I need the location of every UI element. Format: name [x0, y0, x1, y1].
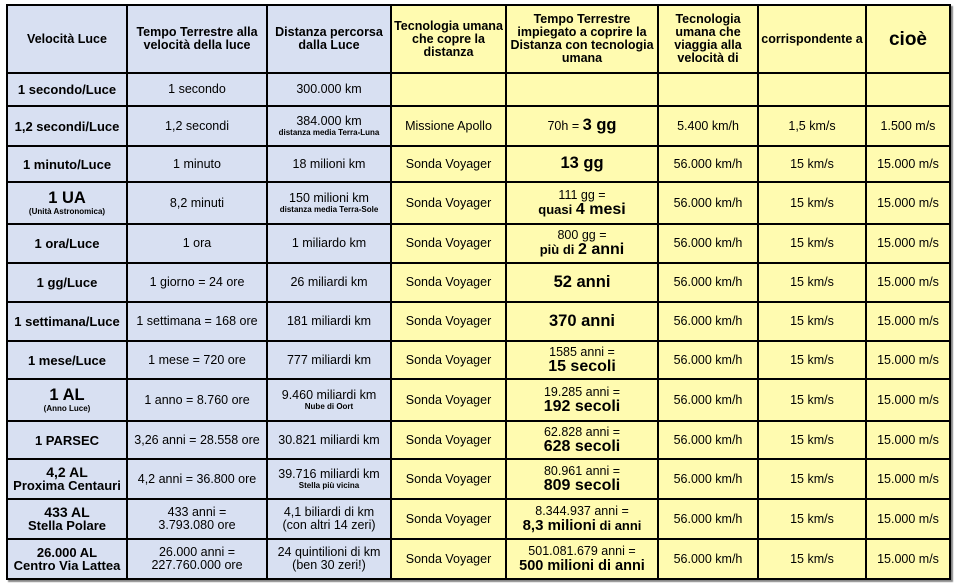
- distance-note: distanza media Terra-Luna: [278, 128, 380, 137]
- light-time-line2: 227.760.000 ore: [151, 558, 243, 572]
- distance-line2: (con altri 14 zeri): [282, 518, 376, 532]
- row-head: [7, 182, 127, 224]
- speed-ms: 15.000 m/s: [866, 341, 950, 379]
- speed-kmh: 56.000 km/h: [658, 539, 758, 579]
- speed-kms: 15 km/s: [758, 146, 866, 182]
- human-time-highlight: 15 secoli: [548, 357, 616, 375]
- speed-ms: 15.000 m/s: [866, 263, 950, 302]
- distance-value: 150 milioni km: [289, 191, 369, 205]
- light-distance: 777 miliardi km: [267, 341, 391, 379]
- speed-kmh: 56.000 km/h: [658, 224, 758, 263]
- light-distance: 26 miliardi km: [267, 263, 391, 302]
- speed-ms: 15.000 m/s: [866, 224, 950, 263]
- human-time-line1: 80.961 anni =: [543, 463, 621, 478]
- technology: Sonda Voyager: [391, 146, 506, 182]
- light-time: 4,2 anni = 36.800 ore: [127, 459, 267, 499]
- distance-value: 9.460 miliardi km: [281, 388, 377, 402]
- human-time-highlight: 13 gg: [560, 154, 604, 172]
- human-time-highlight: 52 anni: [553, 272, 611, 291]
- row-head: 1 settimana/Luce: [7, 302, 127, 341]
- technology: Sonda Voyager: [391, 499, 506, 539]
- human-time-line1: 800 gg =: [557, 228, 607, 242]
- light-time: 8,2 minuti: [127, 182, 267, 224]
- speed-kmh: 56.000 km/h: [658, 302, 758, 341]
- row-head: 1 minuto/Luce: [7, 146, 127, 182]
- light-time: 1 ora: [127, 224, 267, 263]
- light-distance: [267, 459, 391, 499]
- row-head-subtitle: Stella Polare: [27, 518, 107, 533]
- human-time: [506, 539, 658, 579]
- technology: [391, 73, 506, 106]
- row-head: 1 secondo/Luce: [7, 73, 127, 106]
- header-that-is: cioè: [866, 5, 950, 73]
- row-head: [7, 499, 127, 539]
- light-time: 1 mese = 720 ore: [127, 341, 267, 379]
- human-time-highlight: 3 gg: [582, 116, 617, 134]
- human-time: [506, 73, 658, 106]
- light-time: 3,26 anni = 28.558 ore: [127, 421, 267, 459]
- speed-ms: 15.000 m/s: [866, 302, 950, 341]
- speed-ms: 15.000 m/s: [866, 459, 950, 499]
- row-head: [7, 459, 127, 499]
- human-time-highlight: 809 secoli: [543, 476, 621, 494]
- light-distance: [267, 539, 391, 579]
- human-time-highlight: 192 secoli: [543, 397, 621, 415]
- speed-ms: 15.000 m/s: [866, 421, 950, 459]
- table-row: [7, 182, 950, 224]
- speed-ms: [866, 73, 950, 106]
- human-time-line1: 62.828 anni =: [543, 424, 621, 439]
- table-row: [7, 146, 950, 182]
- header-tech-speed: Tecnologia umana che viaggia alla velocità di: [658, 5, 758, 73]
- distance-note: Nube di Oort: [304, 402, 354, 411]
- table-row: [7, 499, 950, 539]
- speed-kms: 15 km/s: [758, 182, 866, 224]
- header-earth-time: Tempo Terrestre alla velocità della luce: [127, 5, 267, 73]
- header-technology: Tecnologia umana che copre la distanza: [391, 5, 506, 73]
- table-row: [7, 379, 950, 421]
- technology: Missione Apollo: [391, 106, 506, 146]
- header-light-speed: Velocità Luce: [7, 5, 127, 73]
- row-head: 1 gg/Luce: [7, 263, 127, 302]
- light-distance: 181 miliardi km: [267, 302, 391, 341]
- row-head: 1,2 secondi/Luce: [7, 106, 127, 146]
- distance-value: 39.716 miliardi km: [278, 467, 380, 481]
- table-row: [7, 263, 950, 302]
- distance-note: Stella più vicina: [298, 481, 360, 490]
- speed-ms: 15.000 m/s: [866, 499, 950, 539]
- distance-note: distanza media Terra-Sole: [279, 205, 379, 214]
- light-time: 1,2 secondi: [127, 106, 267, 146]
- light-distance: [267, 182, 391, 224]
- light-time: 1 giorno = 24 ore: [127, 263, 267, 302]
- row-head-label: 1 UA: [48, 189, 86, 207]
- human-time-line1: 19.285 anni =: [543, 384, 621, 399]
- human-time: [506, 459, 658, 499]
- human-time-highlight: 628 secoli: [543, 437, 621, 455]
- header-corresponding: corrispondente a: [758, 5, 866, 73]
- human-time-line1: 501.081.679 anni =: [528, 543, 636, 558]
- technology: Sonda Voyager: [391, 302, 506, 341]
- row-head: 1 mese/Luce: [7, 341, 127, 379]
- row-head-label: 26.000 AL: [36, 544, 98, 560]
- human-time-prefix: quasi: [538, 201, 576, 217]
- human-time: [506, 106, 658, 146]
- light-speed-table: [6, 4, 951, 580]
- speed-kms: 15 km/s: [758, 224, 866, 263]
- light-time: 1 secondo: [127, 73, 267, 106]
- speed-kmh: [658, 73, 758, 106]
- speed-kmh: 56.000 km/h: [658, 263, 758, 302]
- table-row: [7, 224, 950, 263]
- speed-kmh: 56.000 km/h: [658, 459, 758, 499]
- human-time-highlight: 2 anni: [578, 241, 625, 258]
- human-time-prefix: 70h =: [547, 119, 583, 133]
- technology: Sonda Voyager: [391, 421, 506, 459]
- header-human-time: Tempo Terrestre impiegato a coprire la Distanza con tecnologia umana: [506, 5, 658, 73]
- light-distance: 1 miliardo km: [267, 224, 391, 263]
- human-time-highlight: 500 milioni di anni: [519, 557, 645, 574]
- light-distance: [267, 499, 391, 539]
- light-time: [127, 539, 267, 579]
- technology: Sonda Voyager: [391, 263, 506, 302]
- light-distance: [267, 106, 391, 146]
- speed-kms: 15 km/s: [758, 499, 866, 539]
- light-distance: 300.000 km: [267, 73, 391, 106]
- light-speed-table-wrapper: [6, 4, 951, 580]
- human-time: [506, 263, 658, 302]
- table-row: [7, 421, 950, 459]
- speed-kms: 15 km/s: [758, 539, 866, 579]
- human-time: [506, 379, 658, 421]
- light-time-line2: 3.793.080 ore: [158, 518, 236, 532]
- speed-kmh: 56.000 km/h: [658, 499, 758, 539]
- speed-kmh: 56.000 km/h: [658, 341, 758, 379]
- table-row: [7, 106, 950, 146]
- speed-kms: 15 km/s: [758, 421, 866, 459]
- speed-kmh: 56.000 km/h: [658, 421, 758, 459]
- speed-ms: 15.000 m/s: [866, 146, 950, 182]
- light-time: [127, 499, 267, 539]
- light-distance: 30.821 miliardi km: [267, 421, 391, 459]
- human-time: [506, 302, 658, 341]
- speed-ms: 15.000 m/s: [866, 379, 950, 421]
- distance-value: 384.000 km: [296, 114, 362, 128]
- row-head-note: (Anno Luce): [43, 404, 91, 413]
- human-time-line1: 111 gg =: [558, 187, 606, 202]
- speed-kms: 15 km/s: [758, 379, 866, 421]
- header-distance: Distanza percorsa dalla Luce: [267, 5, 391, 73]
- table-row: [7, 459, 950, 499]
- human-time-highlight: 8,3 milioni: [522, 516, 596, 534]
- human-time: [506, 182, 658, 224]
- speed-kms: 15 km/s: [758, 263, 866, 302]
- speed-kms: 15 km/s: [758, 459, 866, 499]
- row-head-subtitle: Centro Via Lattea: [13, 557, 121, 573]
- speed-kms: [758, 73, 866, 106]
- table-row: [7, 73, 950, 106]
- light-time: 1 anno = 8.760 ore: [127, 379, 267, 421]
- human-time-line1: 8.344.937 anni =: [535, 503, 629, 518]
- table-row: [7, 539, 950, 579]
- human-time-suffix: di anni: [595, 517, 642, 533]
- light-time-line1: 433 anni =: [167, 505, 227, 519]
- human-time: [506, 224, 658, 263]
- light-time: 1 minuto: [127, 146, 267, 182]
- light-time: 1 settimana = 168 ore: [127, 302, 267, 341]
- row-head-label: 1 AL: [49, 386, 85, 404]
- table-row: [7, 302, 950, 341]
- speed-ms: 15.000 m/s: [866, 182, 950, 224]
- row-head-note: (Unità Astronomica): [28, 207, 106, 216]
- speed-kmh: 56.000 km/h: [658, 182, 758, 224]
- row-head-label: 4,2 AL: [46, 464, 88, 480]
- row-head: 1 ora/Luce: [7, 224, 127, 263]
- speed-kms: 15 km/s: [758, 302, 866, 341]
- row-head-subtitle: Proxima Centauri: [13, 478, 121, 493]
- header-row: [7, 5, 950, 73]
- row-head-label: 433 AL: [44, 504, 90, 520]
- human-time: [506, 499, 658, 539]
- technology: Sonda Voyager: [391, 224, 506, 263]
- technology: Sonda Voyager: [391, 182, 506, 224]
- human-time-prefix: più di: [539, 242, 579, 257]
- row-head: 1 PARSEC: [7, 421, 127, 459]
- human-time-highlight: 370 anni: [548, 311, 616, 330]
- speed-ms: 15.000 m/s: [866, 539, 950, 579]
- table-row: [7, 341, 950, 379]
- speed-kmh: 56.000 km/h: [658, 146, 758, 182]
- light-distance: 18 milioni km: [267, 146, 391, 182]
- technology: Sonda Voyager: [391, 341, 506, 379]
- row-head: [7, 379, 127, 421]
- technology: Sonda Voyager: [391, 459, 506, 499]
- speed-kmh: 56.000 km/h: [658, 379, 758, 421]
- technology: Sonda Voyager: [391, 539, 506, 579]
- light-time-line1: 26.000 anni =: [158, 545, 236, 559]
- human-time-line1: 1585 anni =: [549, 344, 615, 359]
- human-time-highlight: 4 mesi: [575, 200, 626, 218]
- human-time: [506, 146, 658, 182]
- speed-kmh: 5.400 km/h: [658, 106, 758, 146]
- row-head: [7, 539, 127, 579]
- human-time: [506, 341, 658, 379]
- technology: Sonda Voyager: [391, 379, 506, 421]
- human-time: [506, 421, 658, 459]
- distance-value: 4,1 biliardi di km: [283, 505, 375, 519]
- speed-kms: 15 km/s: [758, 341, 866, 379]
- light-distance: [267, 379, 391, 421]
- distance-value: 24 quintilioni di km: [277, 545, 381, 559]
- speed-ms: 1.500 m/s: [866, 106, 950, 146]
- distance-line2: (ben 30 zeri!): [292, 558, 366, 572]
- speed-kms: 1,5 km/s: [758, 106, 866, 146]
